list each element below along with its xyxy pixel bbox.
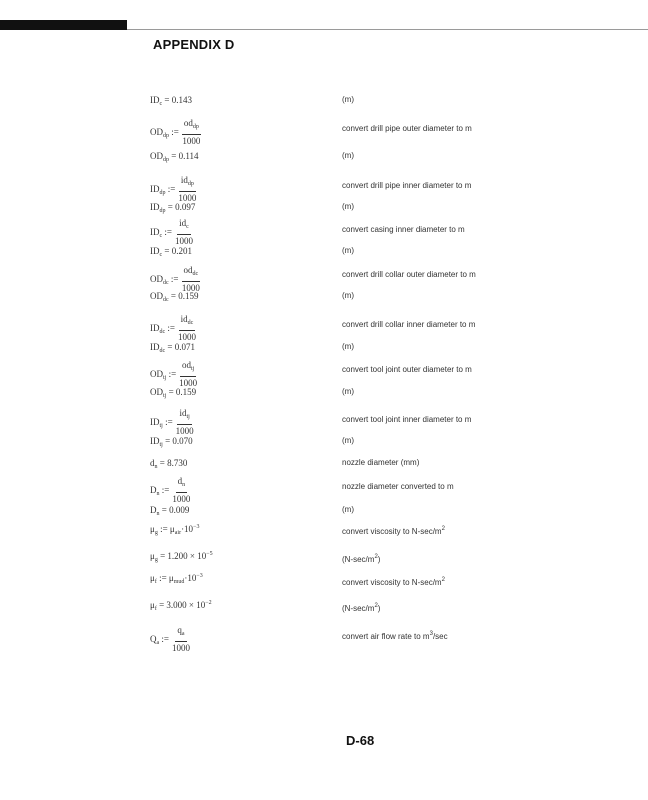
equation-11 — [150, 342, 195, 354]
fraction-numerator: $id_c$ — [177, 218, 191, 235]
equation-20 — [150, 551, 213, 563]
fraction-denominator: 1000 — [172, 494, 191, 504]
equation-note-6: convert casing inner diameter to m — [342, 225, 465, 234]
fraction — [179, 360, 197, 389]
equation-lhs: $\mu_f = 3.000 \times 10^{-2}$ — [150, 600, 212, 612]
equation-lhs: $ID_{dc} = 0.071$ — [150, 342, 195, 354]
equation-note-23: convert air flow rate to $m^3/\sec$ — [342, 631, 448, 641]
equation-lhs: $OD_{tj} = 0.159$ — [150, 387, 197, 399]
appendix-title: APPENDIX D — [153, 37, 235, 52]
equation-6 — [150, 218, 193, 247]
equation-lhs: $OD_{dp} = 0.114$ — [150, 151, 199, 163]
equation-note-20: $(N-\sec/m^2)$ — [342, 554, 381, 564]
equation-19 — [150, 524, 199, 536]
equation-lhs: $\mu_g = 1.200 \times 10^{-5}$ — [150, 551, 213, 563]
fraction — [178, 314, 196, 343]
fraction-numerator: $od_{tj}$ — [180, 360, 196, 377]
equation-12 — [150, 360, 197, 389]
fraction — [175, 218, 193, 247]
fraction-denominator: 1000 — [178, 332, 196, 342]
fraction-numerator: $od_{dc}$ — [182, 265, 201, 282]
equation-note-16: nozzle diameter (mm) — [342, 458, 420, 467]
equation-note-22: $(N-\sec/m^2)$ — [342, 603, 381, 613]
equation-9 — [150, 291, 199, 303]
fraction — [182, 118, 201, 147]
fraction-denominator: 1000 — [179, 378, 198, 388]
equation-15 — [150, 436, 193, 448]
equation-note-8: convert drill collar outer diameter to m — [342, 270, 476, 279]
equation-note-9: (m) — [342, 291, 354, 300]
equation-3 — [150, 151, 199, 163]
equation-lhs: $D_n = 0.009$ — [150, 505, 190, 517]
fraction-denominator: 1000 — [181, 283, 200, 293]
fraction — [172, 625, 190, 654]
equation-7 — [150, 246, 192, 258]
equation-13 — [150, 387, 196, 399]
fraction-denominator: 1000 — [182, 136, 201, 146]
equation-lhs: $OD_{dc} = 0.159$ — [150, 291, 199, 303]
fraction-denominator: 1000 — [175, 426, 194, 436]
fraction-denominator: 1000 — [178, 193, 197, 203]
fraction-numerator: $od_{dp}$ — [182, 118, 201, 135]
fraction-numerator: $id_{dp}$ — [179, 175, 196, 192]
equation-17 — [150, 476, 190, 505]
fraction — [172, 476, 190, 505]
fraction-numerator: $id_{dc}$ — [179, 314, 196, 331]
equation-lhs: $ID_{tj} = 0.070$ — [150, 436, 193, 448]
equation-note-11: (m) — [342, 342, 354, 351]
equation-note-15: (m) — [342, 436, 354, 445]
equation-lhs: $ID_c = 0.201$ — [150, 246, 192, 258]
equation-lhs: $ID_{dp}$ := — [150, 183, 176, 196]
equation-16 — [150, 458, 187, 470]
header-bar — [0, 20, 127, 30]
fraction — [182, 265, 201, 294]
equation-lhs: $d_n = 8.730$ — [150, 458, 188, 470]
equation-lhs: $ID_c = 0.143$ — [150, 95, 192, 107]
fraction-denominator: 1000 — [172, 643, 190, 653]
equation-lhs: $ID_{tj}$ := — [150, 416, 173, 429]
equation-22 — [150, 600, 212, 612]
equation-14 — [150, 408, 194, 437]
equation-note-1: (m) — [342, 95, 354, 104]
fraction-numerator: $id_{tj}$ — [177, 408, 191, 425]
equation-note-12: convert tool joint outer diameter to m — [342, 365, 472, 374]
equation-note-21: convert viscosity to $N-\sec/m^2$ — [342, 577, 445, 587]
equation-lhs: $OD_{dp}$ := — [150, 126, 179, 139]
equation-note-3: (m) — [342, 151, 354, 160]
equation-5 — [150, 202, 195, 214]
equation-note-7: (m) — [342, 246, 354, 255]
fraction-numerator: $q_a$ — [175, 625, 186, 642]
equation-4 — [150, 175, 196, 204]
equation-note-2: convert drill pipe outer diameter to m — [342, 124, 472, 133]
equation-note-17: nozzle diameter converted to m — [342, 482, 454, 491]
equation-lhs: $ID_c$ := — [150, 226, 172, 239]
equation-lhs: $Q_a$ := — [150, 633, 169, 646]
fraction-denominator: 1000 — [175, 236, 193, 246]
header-rule — [127, 29, 648, 30]
fraction — [176, 408, 194, 437]
equation-note-5: (m) — [342, 202, 354, 211]
equation-23 — [150, 625, 190, 654]
equation-8 — [150, 265, 200, 294]
equation-2 — [150, 118, 201, 147]
equation-10 — [150, 314, 196, 343]
equation-lhs: $D_n$ := — [150, 484, 170, 497]
equation-lhs: $\mu_f$ := $\mu_{mud}\cdot 10^{-3}$ — [150, 573, 203, 585]
equation-note-4: convert drill pipe inner diameter to m — [342, 181, 472, 190]
equation-note-19: convert viscosity to $N-\sec/m^2$ — [342, 526, 445, 536]
equation-1 — [150, 95, 192, 107]
equation-lhs: $OD_{tj}$ := — [150, 368, 177, 381]
equation-note-13: (m) — [342, 387, 354, 396]
page-number: D-68 — [346, 733, 375, 748]
equation-lhs: $\mu_g$ := $\mu_{air}\cdot 10^{-3}$ — [150, 524, 200, 536]
equation-21 — [150, 573, 203, 585]
equation-18 — [150, 505, 189, 517]
equation-lhs: $OD_{dc}$ := — [150, 273, 179, 286]
equation-lhs: $ID_{dp} = 0.097$ — [150, 202, 196, 214]
equation-lhs: $ID_{dc}$ := — [150, 322, 175, 335]
fraction — [178, 175, 196, 204]
fraction-numerator: $d_n$ — [176, 476, 188, 493]
equation-note-14: convert tool joint inner diameter to m — [342, 415, 472, 424]
equation-note-10: convert drill collar inner diameter to m — [342, 320, 476, 329]
equation-note-18: (m) — [342, 505, 354, 514]
